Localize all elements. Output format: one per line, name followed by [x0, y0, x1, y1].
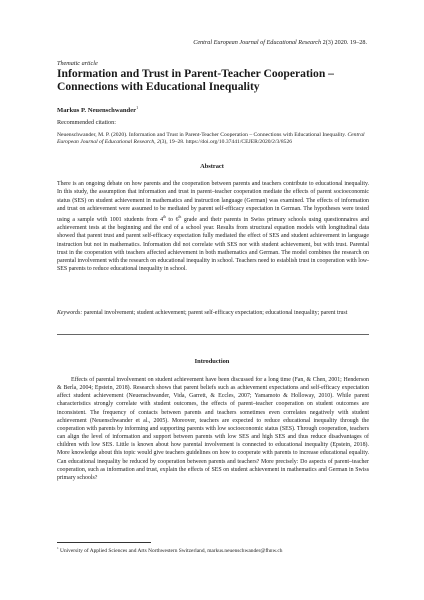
keywords-label: Keywords: [57, 310, 83, 316]
abstract-text-1: There is an ongoing debate on how parents and the cooperation between parents and teachers contribute to educational inequality. In this study, the assumption that information and trust in parent–teacher cooperation mediate the effects of parent socioeconomic status (SES) on student achievement in mathematics and instruction language (German) was examined. The effects of information and trust on achievement were assumed to be mediated by parent self-efficacy expectation in German. The hypotheses were tested using a sample with 1001 students from 4 [57, 181, 369, 223]
citation-suffix: (3), 19–28. https://doi.org/10.37441/CEJER/2020/2/3/8526 [159, 139, 293, 146]
citation-text [57, 132, 369, 147]
section-divider [57, 334, 369, 335]
article-type: Thematic article [57, 60, 98, 67]
abstract-sup-2: th [178, 215, 182, 219]
keywords-text: parental involvement; student achievement; parent self-efficacy expectation; educational inequality; parent trust [82, 310, 348, 316]
author-name: Markus P. Neuenschwander [57, 107, 137, 115]
footnote [57, 546, 377, 554]
author-line [57, 105, 138, 114]
abstract-text-3: grade and their parents in Swiss primary schools using questionnaires and achievement tests at the beginning and the end of a school year. Results from structural equation models with longitudinal data showed that parent trust and parent self-efficacy expectation fully mediated the effect of SES and student achievement in language instruction but not in mathematics. Information did not correlate with SES nor with student achievement, but with trust. Parental trust in the cooperation with teachers affected achievement in both mathematics and German. The model combines the research on parental involvement with the research on educational inequality in school. Teachers need to establish trust in cooperation with low-SES parents to reduce educational inequality in school. [57, 216, 369, 273]
citation-prefix: Neuenschwander, M. P. (2020). Information and Trust in Parent-Teacher Cooperation – Connections with Educational Inequality. [57, 132, 348, 138]
footnote-rule [57, 542, 151, 543]
author-footnote-mark: 1 [136, 105, 139, 110]
abstract-heading: Abstract [200, 163, 224, 170]
journal-issue: 2(3) 2020. 19–28. [322, 39, 367, 46]
journal-header [193, 39, 367, 46]
journal-title: Central European Journal of Educational Research [193, 39, 322, 46]
abstract-text-2: to 6 [165, 216, 179, 223]
citation-journal: Central European Journal of Educational Research, 2 [57, 132, 365, 146]
introduction-body: Effects of parental involvement on student achievement have been discussed for a long time (Fan, & Chen, 2001; Henderson & Berla, 2004; Epstein, 2018). Research shows that parent beliefs such as achievement expectations and self-efficacy expectation affect student achievement (Neuenschwander, Vida, Garrett, & Eccles, 2007; Yamamoto & Holloway, 2010). While parent characteristics strongly correlate with student outcomes, the effects of parent–teacher cooperation on student outcomes are inconsistent. The frequency of contacts between parents and teachers sometimes even correlates negatively with student achievement (Neuenschwander et al., 2005). Moreover, teachers are expected to reduce educational inequality through the cooperation with parents by informing and supporting parents with low socioeconomic status (SES). Through cooperation, teachers can align the level of information and support between parents with low SES and high SES and thus reduce disadvantages of children with low SES. Little is known about how parental involvement is connected to educational inequality (Epstein, 2018). More knowledge about this topic would give teachers guidelines on how to cooperate with parents to increase educational equality. Can educational inequality be reduced by cooperation between parents and teachers? More precisely: Do aspects of parent–teacher cooperation, such as information and trust, explain the effects of SES on student achievement in mathematics and German in Swiss primary schools? [57, 377, 369, 481]
footnote-text: University of Applied Sciences and Arts Northwestern Switzerland, markus.neuenschwander@fhnw.ch [58, 547, 283, 554]
paper-title: Information and Trust in Parent-Teacher Cooperation – Connections with Educational Inequality [57, 67, 334, 94]
abstract-sup-1: th [163, 215, 166, 219]
keywords [57, 309, 369, 317]
footnote-mark: 1 [57, 546, 59, 550]
abstract-body [57, 180, 369, 274]
introduction-heading: Introduction [194, 358, 230, 365]
recommended-citation-label: Recommended citation: [57, 119, 116, 126]
